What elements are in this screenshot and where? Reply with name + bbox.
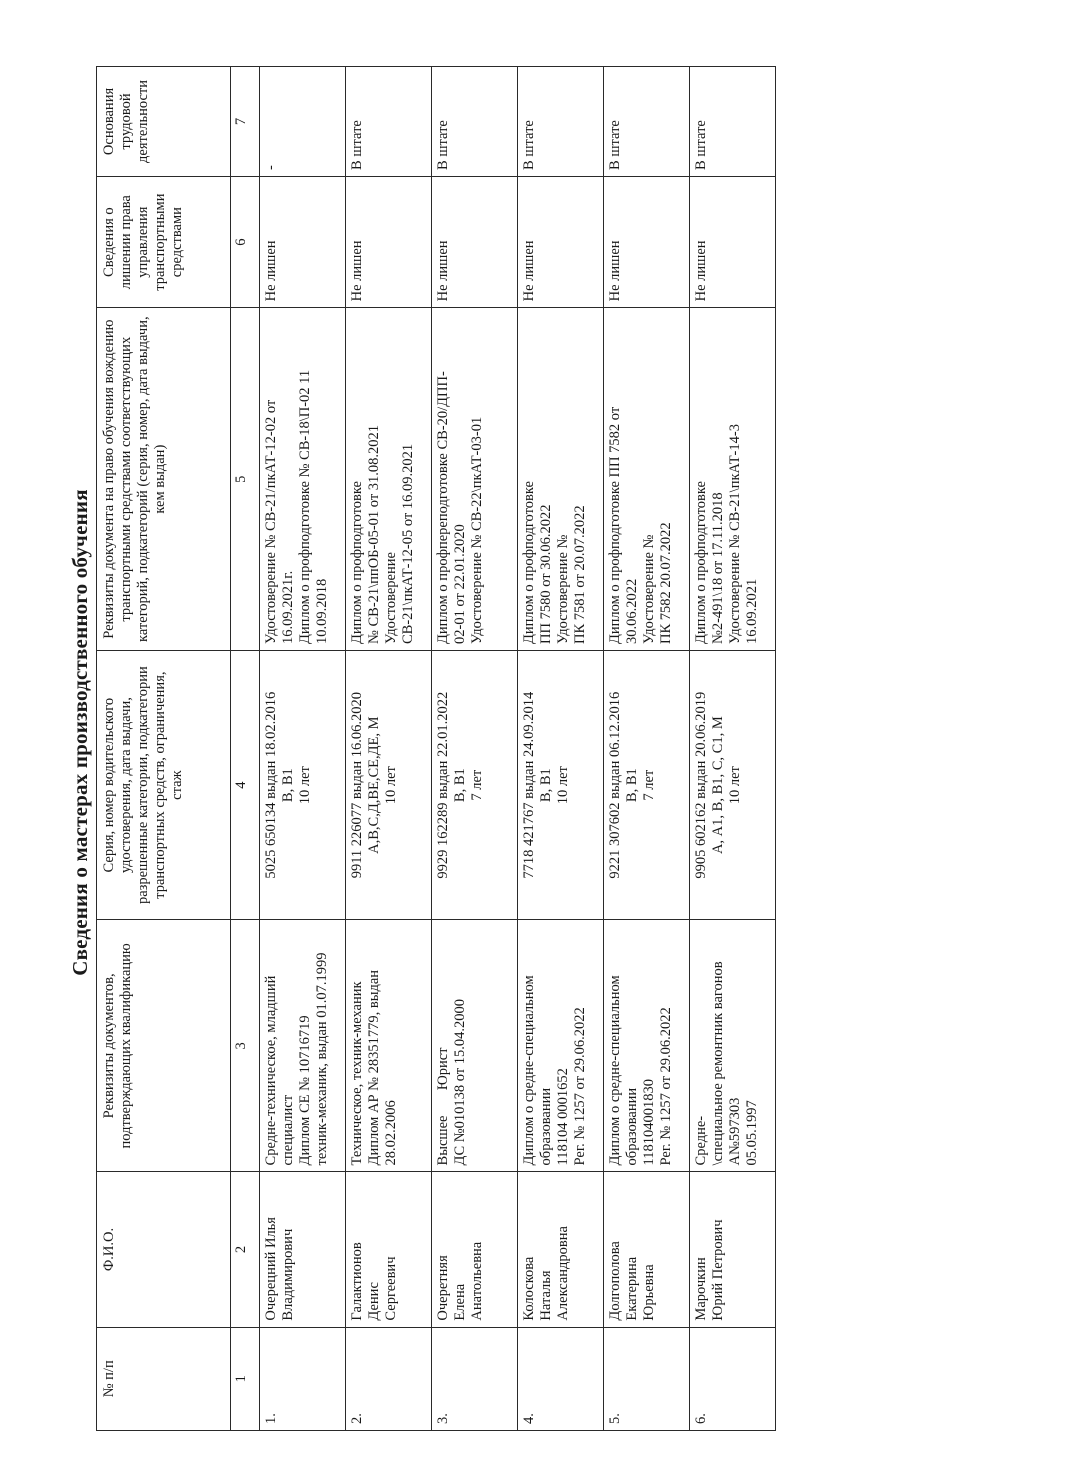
- header-cell: Ф.И.О.: [97, 1172, 231, 1327]
- full-name: Колоскова Наталья Александровна: [518, 1172, 604, 1327]
- column-number: 4: [231, 650, 260, 919]
- row-number: 5.: [604, 1327, 690, 1430]
- teaching-permit: Удостоверение № СВ-21/пкАТ-12-02 от 16.09.2021г. Диплом о профподготовке № СВ-18\П-02 11 10.09.2018: [260, 308, 346, 651]
- teaching-permit: Диплом о профподготовке №2-491\18 от 17.11.2018 Удостоверение № СВ-21\пкАТ-14-3 16.09.2021: [690, 308, 776, 651]
- teaching-permit: Диплом о профпереподготовке СВ-20/ДПП- 02-01 от 22.01.2020 Удостоверение № СВ-22\пкАТ-03-01: [432, 308, 518, 651]
- license-deprivation: Не лишен: [346, 176, 432, 307]
- table-row: [346, 67, 432, 1431]
- row-number: 6.: [690, 1327, 776, 1430]
- full-name: Марочкин Юрий Петрович: [690, 1172, 776, 1327]
- teaching-permit: Диплом о профподготовке № СВ-21\ппОБ-05-01 от 31.08.2021 Удостоверение СВ-21\пкАТ-12-05 от 16.09.2021: [346, 308, 432, 651]
- header-cell: Серия, номер водительского удостоверения, дата выдачи, разрешенные категории, подкатегории транспортных средств, ограничения, стаж: [97, 650, 231, 919]
- qualification: Высшее Юрист ДС №010138 от 15.04.2000: [432, 920, 518, 1172]
- column-number: 5: [231, 308, 260, 651]
- header-row: [97, 67, 231, 1431]
- employment-basis: В штате: [604, 67, 690, 177]
- table-row: [260, 67, 346, 1431]
- license-deprivation: Не лишен: [604, 176, 690, 307]
- teaching-permit: Диплом о профподготовке ПП 7582 от 30.06.2022 Удостоверение № ПК 7582 20.07.2022: [604, 308, 690, 651]
- row-number: 2.: [346, 1327, 432, 1430]
- column-number: 2: [231, 1172, 260, 1327]
- column-number-row: [231, 67, 260, 1431]
- employment-basis: В штате: [346, 67, 432, 177]
- employment-basis: В штате: [518, 67, 604, 177]
- row-number: 1.: [260, 1327, 346, 1430]
- header-cell: Основания трудовой деятельности: [97, 67, 231, 177]
- driver-license: 9221 307602 выдан 06.12.2016 B, B1 7 лет: [604, 650, 690, 919]
- column-number: 1: [231, 1327, 260, 1430]
- header-cell: Реквизиты документов, подтверждающих квалификацию: [97, 920, 231, 1172]
- license-deprivation: Не лишен: [518, 176, 604, 307]
- qualification: Диплом о средне-специальном образовании 118104 0001652 Рег. № 1257 от 29.06.2022: [518, 920, 604, 1172]
- row-number: 3.: [432, 1327, 518, 1430]
- driver-license: 9929 162289 выдан 22.01.2022 B, B1 7 лет: [432, 650, 518, 919]
- driver-license: 9905 602162 выдан 20.06.2019 А, А1, В, В1, С, С1, М 10 лет: [690, 650, 776, 919]
- row-number: 4.: [518, 1327, 604, 1430]
- qualification: Средне-техническое, младший специалист Диплом СЕ № 10716719 техник-механик, выдан 01.07.1999: [260, 920, 346, 1172]
- column-number: 3: [231, 920, 260, 1172]
- column-number: 6: [231, 176, 260, 307]
- instructors-table: [96, 66, 776, 1431]
- table-row: [604, 67, 690, 1431]
- license-deprivation: Не лишен: [690, 176, 776, 307]
- table-row: [518, 67, 604, 1431]
- teaching-permit: Диплом о профподготовке ПП 7580 от 30.06.2022 Удостоверение № ПК 7581 от 20.07.2022: [518, 308, 604, 651]
- table-row: [690, 67, 776, 1431]
- employment-basis: В штате: [432, 67, 518, 177]
- license-deprivation: Не лишен: [260, 176, 346, 307]
- header-cell: № п/п: [97, 1327, 231, 1430]
- driver-license: 7718 421767 выдан 24.09.2014 B, B1 10 лет: [518, 650, 604, 919]
- header-cell: Реквизиты документа на право обучения вождению транспортными средствами соответствующих категорий, подкатегорий (серия, номер, дата выдачи, кем выдан): [97, 308, 231, 651]
- page-title: Сведения о мастерах производственного обучения: [68, 489, 92, 976]
- column-number: 7: [231, 67, 260, 177]
- qualification: Диплом о средне-специальном образовании 118104001830 Рег. № 1257 от 29.06.2022: [604, 920, 690, 1172]
- employment-basis: В штате: [690, 67, 776, 177]
- full-name: Долгополова Екатерина Юрьевна: [604, 1172, 690, 1327]
- header-cell: Сведения о лишении права управления транспортными средствами: [97, 176, 231, 307]
- table-row: [432, 67, 518, 1431]
- qualification: Средне- \специальное ремонтник вагонов А№597303 05.05.1997: [690, 920, 776, 1172]
- full-name: Очеретняя Елена Анатольевна: [432, 1172, 518, 1327]
- license-deprivation: Не лишен: [432, 176, 518, 307]
- full-name: Очерецний Илья Владимирович: [260, 1172, 346, 1327]
- full-name: Галактионов Денис Сергеевич: [346, 1172, 432, 1327]
- driver-license: 9911 226077 выдан 16.06.2020 А,В,С,Д,ВЕ,СЕ,ДЕ, М 10 лет: [346, 650, 432, 919]
- employment-basis: -: [260, 67, 346, 177]
- qualification: Техническое, техник-механик Диплом АР № 28351779, выдан 28.02.2006: [346, 920, 432, 1172]
- driver-license: 5025 650134 выдан 18.02.2016 B, B1 10 лет: [260, 650, 346, 919]
